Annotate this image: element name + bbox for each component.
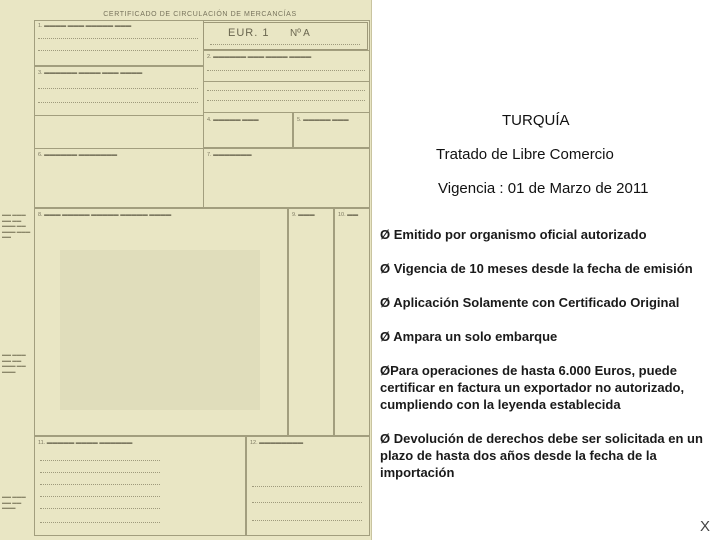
arrow-bullet-icon: Ø [380, 227, 391, 242]
bullet-text: Devolución de derechos debe ser solicitada en un plazo de hasta dos años desde la fecha de la importación [380, 431, 703, 480]
field-line [40, 472, 160, 473]
field-line [210, 44, 360, 45]
arrow-bullet-icon: Ø [380, 261, 391, 276]
field-line [40, 508, 160, 509]
validity-heading: Vigencia : 01 de Marzo de 2011 [438, 180, 649, 197]
arrow-bullet-icon: Ø [380, 431, 391, 446]
field-line [38, 50, 198, 51]
arrow-bullet-icon: Ø [380, 363, 391, 378]
margin-note: ▬▬ ▬▬▬ ▬▬ ▬▬ ▬▬▬ ▬▬ ▬▬▬ [2, 352, 26, 374]
field-line [38, 88, 198, 89]
field-line [207, 100, 365, 101]
label-invoices: 10. ▬▬ [338, 212, 359, 218]
close-icon[interactable]: X [700, 518, 711, 535]
arrow-bullet-icon: Ø [380, 295, 391, 310]
field-line [40, 496, 160, 497]
certificate-title: CERTIFICADO DE CIRCULACIÓN DE MERCANCÍAS [103, 11, 297, 18]
bullet-item [380, 328, 712, 345]
label-transport: 6. ▬▬▬▬▬▬ ▬▬▬▬▬▬▬ [38, 152, 118, 158]
bullet-item [380, 260, 712, 277]
field-line [252, 486, 362, 487]
label-customs-endorsement: 11. ▬▬▬▬▬ ▬▬▬▬ ▬▬▬▬▬▬ [38, 440, 133, 446]
bullet-text: Ampara un solo embarque [390, 329, 558, 344]
certificate-number: Nº A [290, 28, 310, 39]
bullet-text: Para operaciones de hasta 6.000 Euros, puede certificar en factura un exportador no autorizado, cumpliendo con la leyenda establecida [380, 363, 685, 412]
box-invoices [334, 208, 370, 436]
bullet-text: Emitido por organismo oficial autorizado [390, 227, 647, 242]
bullet-item [380, 226, 712, 243]
bullet-list [380, 226, 712, 498]
label-destination-country: 5. ▬▬▬▬▬ ▬▬▬ [297, 117, 349, 123]
label-consignee: 3. ▬▬▬▬▬▬ ▬▬▬▬ ▬▬▬ ▬▬▬▬ [38, 70, 143, 76]
bullet-text: Vigencia de 10 meses desde la fecha de emisión [390, 261, 693, 276]
eur1-label: EUR. 1 [228, 27, 270, 39]
label-exporter: 1. ▬▬▬▬ ▬▬▬ ▬▬▬▬▬ ▬▬▬ [38, 23, 132, 29]
box-weight [288, 208, 334, 436]
box-customs-endorsement [34, 436, 246, 536]
field-line [252, 502, 362, 503]
label-exporter-declaration: 12. ▬▬▬▬▬▬▬▬ [250, 440, 304, 446]
margin-note: ▬▬ ▬▬▬ ▬▬ ▬▬ ▬▬▬ [2, 494, 26, 510]
country-heading: TURQUÍA [502, 112, 570, 129]
goods-area [60, 250, 260, 410]
bullet-item [380, 362, 712, 413]
bullet-item [380, 294, 712, 311]
label-observations: 7. ▬▬▬▬▬▬▬ [207, 152, 252, 158]
field-line [38, 38, 198, 39]
field-line [207, 70, 365, 71]
agreement-heading: Tratado de Libre Comercio [436, 146, 614, 163]
label-weight: 9. ▬▬▬ [292, 212, 315, 218]
field-line [38, 102, 198, 103]
field-line [40, 484, 160, 485]
label-origin-country: 4. ▬▬▬▬▬ ▬▬▬ [207, 117, 259, 123]
bullet-item [380, 430, 712, 481]
field-line [40, 522, 160, 523]
field-line [40, 460, 160, 461]
arrow-bullet-icon: Ø [380, 329, 391, 344]
margin-note: ▬▬ ▬▬▬ ▬▬ ▬▬ ▬▬▬ ▬▬ ▬▬▬ ▬▬▬ ▬▬ [2, 212, 31, 239]
field-line [252, 520, 362, 521]
bullet-text: Aplicación Solamente con Certificado Original [390, 295, 680, 310]
label-box-2: 2. ▬▬▬▬▬▬ ▬▬▬ ▬▬▬▬ ▬▬▬▬ [207, 54, 312, 60]
field-line [207, 90, 365, 91]
label-goods-description: 8. ▬▬▬ ▬▬▬▬▬ ▬▬▬▬▬ ▬▬▬▬▬ ▬▬▬▬ [38, 212, 172, 218]
